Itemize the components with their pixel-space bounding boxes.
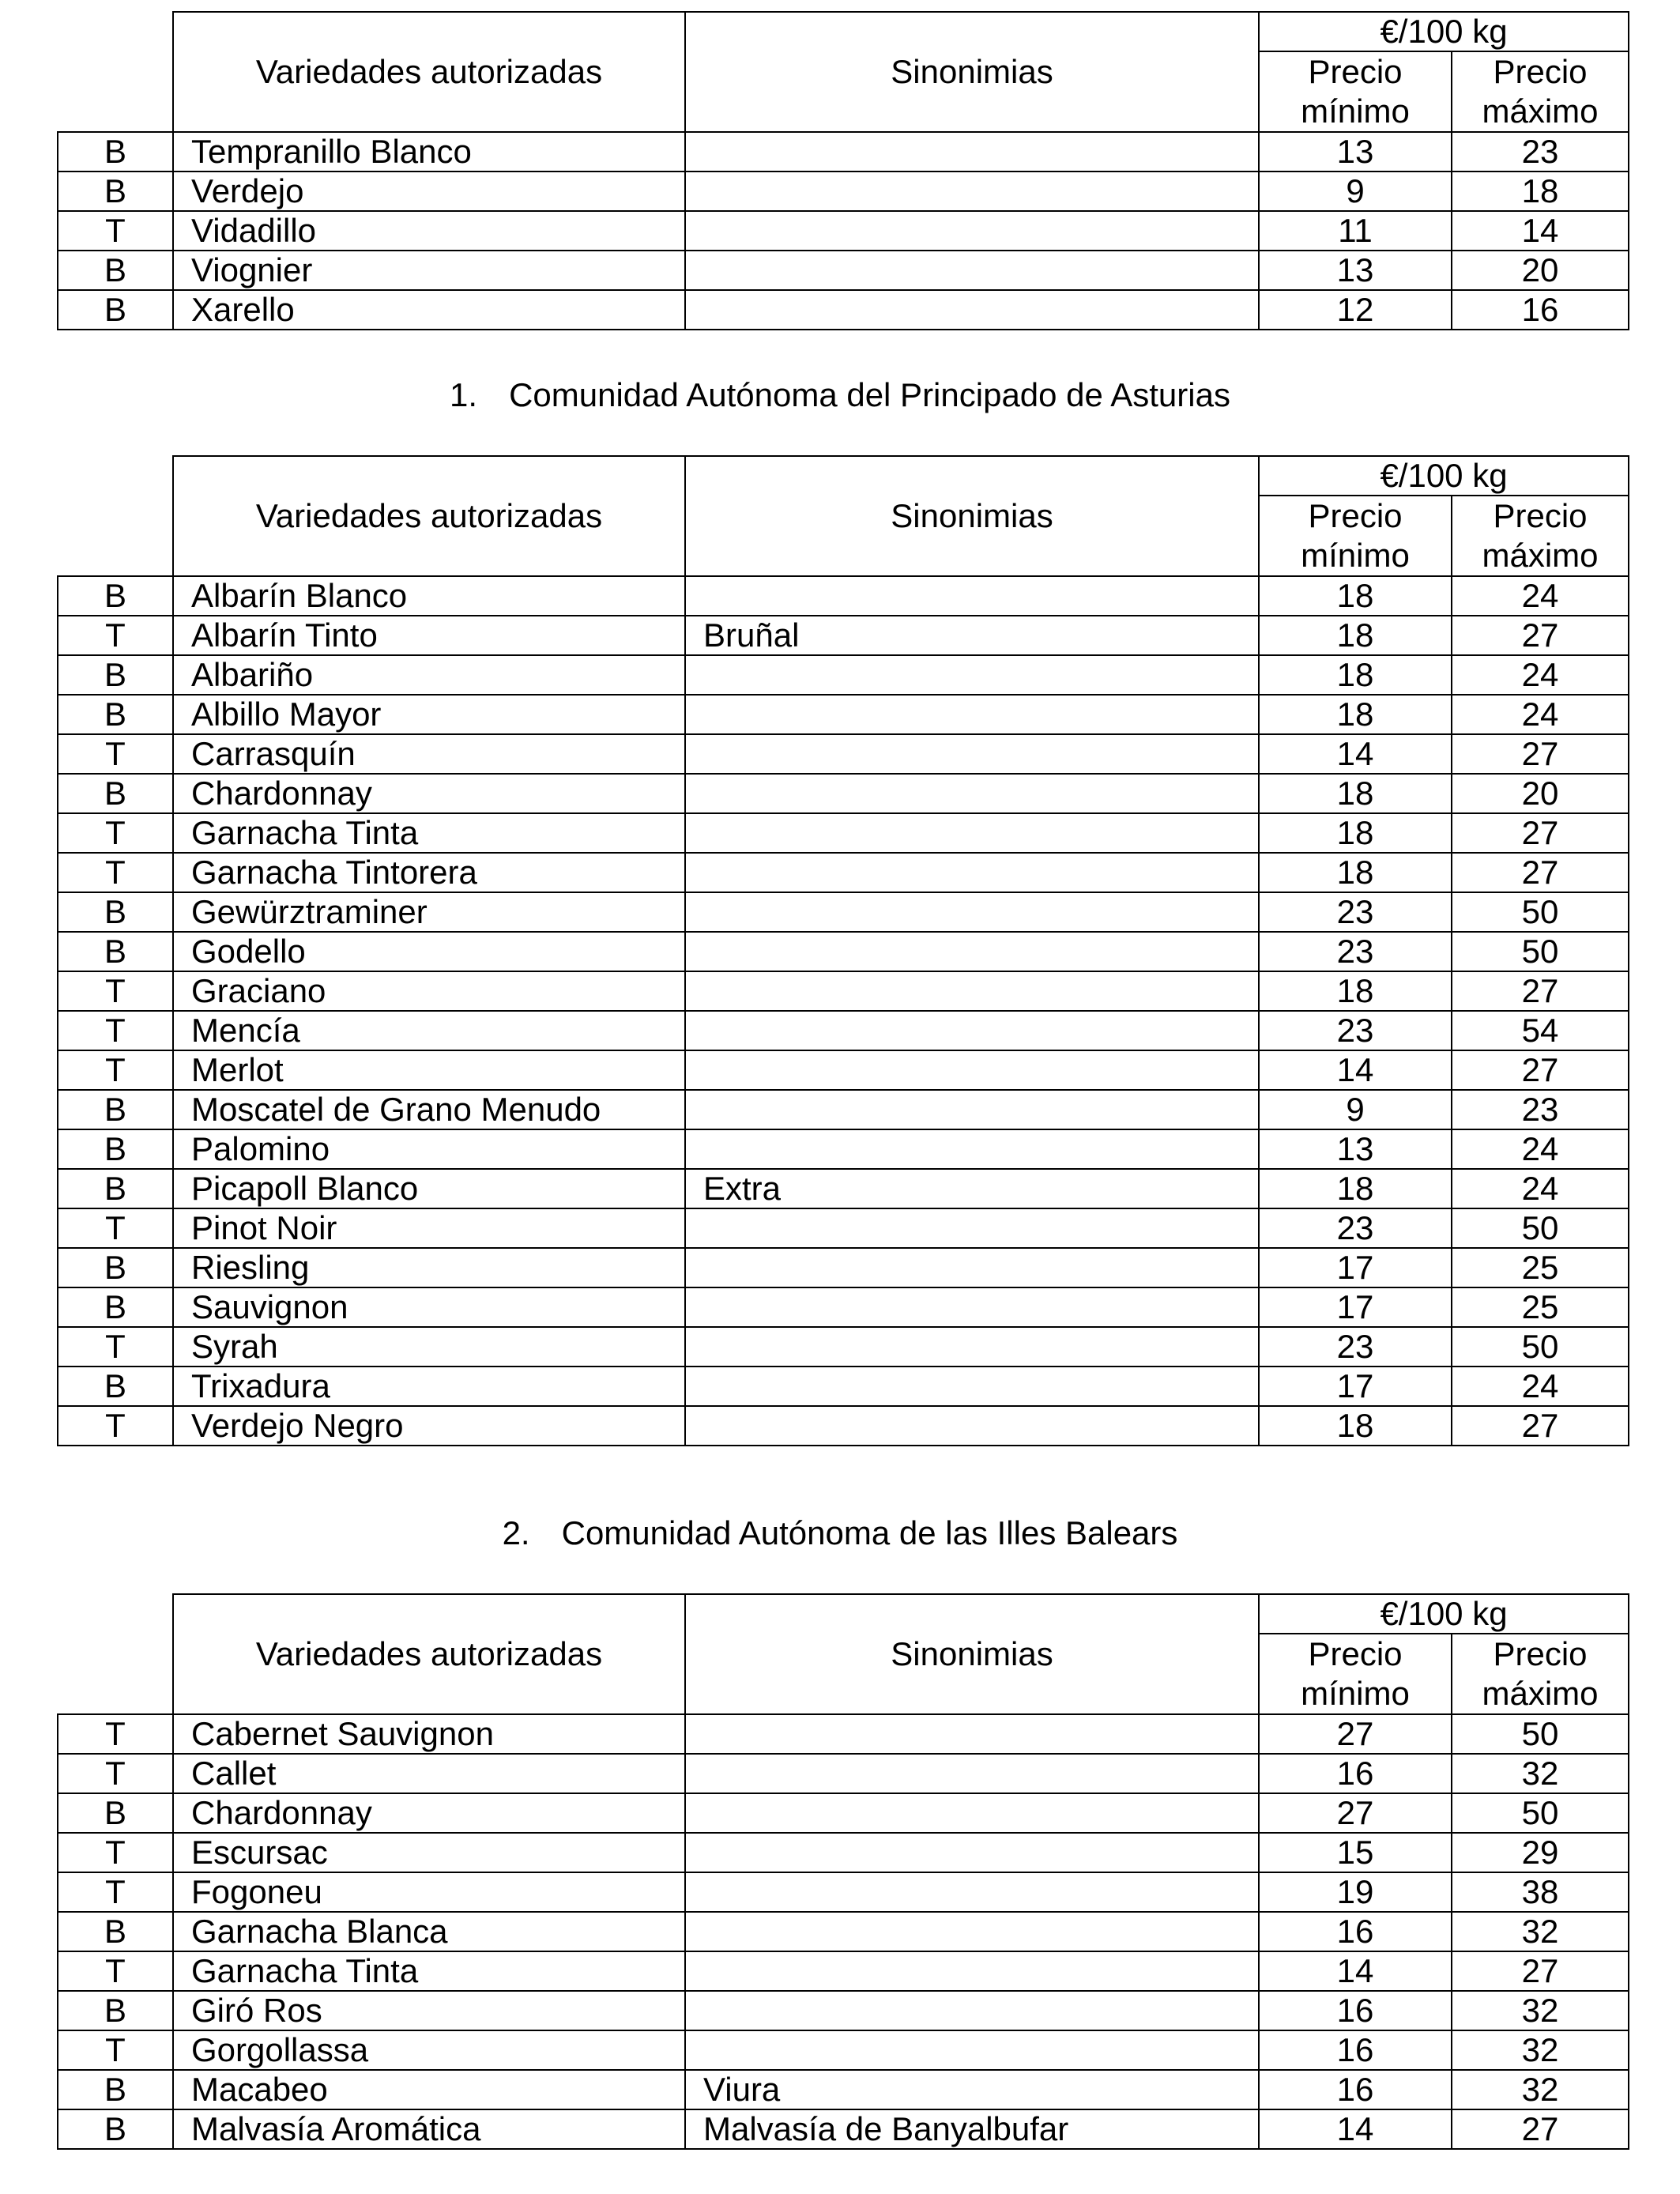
max-price-cell: 27 [1452,813,1629,853]
grape-color-cell: B [58,2070,173,2109]
variety-name-cell: Cabernet Sauvignon [173,1714,685,1754]
min-price-cell: 12 [1259,290,1452,330]
variety-name-cell: Escursac [173,1833,685,1872]
max-price-cell: 27 [1452,853,1629,892]
variety-name-cell: Viognier [173,251,685,290]
max-price-cell: 24 [1452,655,1629,695]
max-price-cell: 38 [1452,1872,1629,1912]
synonym-cell [685,290,1259,330]
synonym-cell [685,1129,1259,1169]
variety-name-cell: Palomino [173,1129,685,1169]
synonym-cell [685,172,1259,211]
grape-color-cell: B [58,695,173,734]
table-row [58,1129,1629,1169]
max-price-cell: 14 [1452,211,1629,251]
variety-name-cell: Albariño [173,655,685,695]
variety-name-cell: Xarello [173,290,685,330]
table-row [58,1287,1629,1327]
synonym-cell [685,1367,1259,1406]
synonym-cell [685,971,1259,1011]
table-row [58,1833,1629,1872]
max-price-cell: 27 [1452,2109,1629,2149]
table-row [58,932,1629,971]
synonym-cell: Extra [685,1169,1259,1208]
variety-name-cell: Sauvignon [173,1287,685,1327]
table-row [58,1912,1629,1951]
table-row [58,695,1629,734]
table-row [58,290,1629,330]
grape-color-cell: B [58,1912,173,1951]
synonym-cell [685,1951,1259,1991]
table-block-asturias [57,455,1628,1446]
table-row [58,1011,1629,1050]
grape-color-cell: B [58,892,173,932]
varieties-table [57,1593,1629,2150]
table-row [58,2109,1629,2149]
max-price-cell: 20 [1452,774,1629,813]
variety-name-cell: Riesling [173,1248,685,1287]
variety-name-cell: Godello [173,932,685,971]
max-price-cell: 27 [1452,971,1629,1011]
table-row [58,1050,1629,1090]
synonym-cell [685,892,1259,932]
header-blank-cell [58,12,173,132]
synonym-cell [685,1208,1259,1248]
variety-name-cell: Garnacha Blanca [173,1912,685,1951]
min-price-cell: 16 [1259,2070,1452,2109]
table-row [58,172,1629,211]
synonym-cell [685,774,1259,813]
max-price-cell: 23 [1452,1090,1629,1129]
table-row [58,211,1629,251]
header-max-price: Precio máximo [1452,1634,1629,1714]
table-row [58,2030,1629,2070]
header-blank-cell [58,1594,173,1714]
synonym-cell [685,251,1259,290]
synonym-cell [685,1754,1259,1793]
variety-name-cell: Chardonnay [173,1793,685,1833]
max-price-cell: 29 [1452,1833,1629,1872]
min-price-cell: 27 [1259,1793,1452,1833]
min-price-cell: 17 [1259,1287,1452,1327]
min-price-cell: 16 [1259,1754,1452,1793]
min-price-cell: 23 [1259,1208,1452,1248]
min-price-cell: 16 [1259,2030,1452,2070]
variety-name-cell: Albarín Tinto [173,616,685,655]
grape-color-cell: B [58,251,173,290]
section-number: 2. [502,1514,530,1551]
table-row [58,734,1629,774]
header-synonyms: Sinonimias [685,1594,1259,1714]
max-price-cell: 24 [1452,1169,1629,1208]
grape-color-cell: B [58,132,173,172]
max-price-cell: 32 [1452,2070,1629,2109]
synonym-cell [685,2030,1259,2070]
grape-color-cell: B [58,1090,173,1129]
header-min-price: Precio mínimo [1259,496,1452,576]
max-price-cell: 50 [1452,1208,1629,1248]
grape-color-cell: T [58,1208,173,1248]
variety-name-cell: Garnacha Tintorera [173,853,685,892]
table-row [58,1169,1629,1208]
synonym-cell [685,1872,1259,1912]
min-price-cell: 15 [1259,1833,1452,1872]
max-price-cell: 27 [1452,1050,1629,1090]
max-price-cell: 20 [1452,251,1629,290]
table-block-continuation [57,11,1628,330]
max-price-cell: 32 [1452,1912,1629,1951]
variety-name-cell: Moscatel de Grano Menudo [173,1090,685,1129]
variety-name-cell: Pinot Noir [173,1208,685,1248]
min-price-cell: 14 [1259,734,1452,774]
min-price-cell: 18 [1259,774,1452,813]
grape-color-cell: T [58,1011,173,1050]
synonym-cell [685,813,1259,853]
grape-color-cell: B [58,1287,173,1327]
synonym-cell: Viura [685,2070,1259,2109]
variety-name-cell: Callet [173,1754,685,1793]
table-row [58,1754,1629,1793]
variety-name-cell: Verdejo Negro [173,1406,685,1446]
header-synonyms: Sinonimias [685,456,1259,576]
table-row [58,774,1629,813]
min-price-cell: 14 [1259,1050,1452,1090]
variety-name-cell: Gorgollassa [173,2030,685,2070]
grape-color-cell: B [58,172,173,211]
grape-color-cell: B [58,290,173,330]
table-row [58,971,1629,1011]
table-row [58,1714,1629,1754]
variety-name-cell: Giró Ros [173,1991,685,2030]
synonym-cell: Malvasía de Banyalbufar [685,2109,1259,2149]
table-row [58,616,1629,655]
min-price-cell: 23 [1259,932,1452,971]
min-price-cell: 18 [1259,1169,1452,1208]
grape-color-cell: B [58,1129,173,1169]
max-price-cell: 50 [1452,892,1629,932]
table-row [58,251,1629,290]
variety-name-cell: Macabeo [173,2070,685,2109]
table-row [58,892,1629,932]
variety-name-cell: Gewürztraminer [173,892,685,932]
grape-color-cell: B [58,1248,173,1287]
grape-color-cell: B [58,576,173,616]
synonym-cell [685,1011,1259,1050]
header-unit: €/100 kg [1259,456,1629,496]
grape-color-cell: B [58,774,173,813]
grape-color-cell: T [58,1406,173,1446]
min-price-cell: 11 [1259,211,1452,251]
min-price-cell: 18 [1259,853,1452,892]
grape-color-cell: T [58,853,173,892]
min-price-cell: 23 [1259,1327,1452,1367]
grape-color-cell: T [58,1327,173,1367]
min-price-cell: 19 [1259,1872,1452,1912]
max-price-cell: 50 [1452,1327,1629,1367]
min-price-cell: 14 [1259,1951,1452,1991]
max-price-cell: 24 [1452,1367,1629,1406]
max-price-cell: 27 [1452,1951,1629,1991]
grape-color-cell: B [58,1991,173,2030]
min-price-cell: 14 [1259,2109,1452,2149]
min-price-cell: 23 [1259,892,1452,932]
grape-color-cell: T [58,1951,173,1991]
min-price-cell: 16 [1259,1991,1452,2030]
grape-color-cell: T [58,1714,173,1754]
min-price-cell: 18 [1259,971,1452,1011]
synonym-cell [685,655,1259,695]
variety-name-cell: Picapoll Blanco [173,1169,685,1208]
header-min-price: Precio mínimo [1259,51,1452,132]
table-row [58,1951,1629,1991]
max-price-cell: 50 [1452,932,1629,971]
variety-name-cell: Tempranillo Blanco [173,132,685,172]
variety-name-cell: Vidadillo [173,211,685,251]
max-price-cell: 18 [1452,172,1629,211]
table-row [58,1367,1629,1406]
table-block-illes-balears [57,1593,1628,2150]
section-number: 1. [450,376,478,413]
min-price-cell: 13 [1259,251,1452,290]
section-title: Comunidad Autónoma del Principado de Asturias [509,376,1230,413]
header-max-price: Precio máximo [1452,496,1629,576]
variety-name-cell: Syrah [173,1327,685,1367]
synonym-cell [685,1327,1259,1367]
synonym-cell [685,1912,1259,1951]
max-price-cell: 50 [1452,1714,1629,1754]
synonym-cell [685,1090,1259,1129]
variety-name-cell: Albarín Blanco [173,576,685,616]
max-price-cell: 54 [1452,1011,1629,1050]
min-price-cell: 18 [1259,576,1452,616]
synonym-cell [685,695,1259,734]
min-price-cell: 18 [1259,1406,1452,1446]
min-price-cell: 18 [1259,813,1452,853]
min-price-cell: 9 [1259,1090,1452,1129]
min-price-cell: 16 [1259,1912,1452,1951]
max-price-cell: 24 [1452,695,1629,734]
min-price-cell: 9 [1259,172,1452,211]
header-blank-cell [58,456,173,576]
max-price-cell: 32 [1452,2030,1629,2070]
header-variety: Variedades autorizadas [173,12,685,132]
min-price-cell: 18 [1259,616,1452,655]
varieties-table [57,455,1629,1446]
grape-color-cell: T [58,211,173,251]
min-price-cell: 17 [1259,1248,1452,1287]
max-price-cell: 24 [1452,1129,1629,1169]
grape-color-cell: T [58,813,173,853]
table-row [58,2070,1629,2109]
variety-name-cell: Garnacha Tinta [173,813,685,853]
table-row [58,1327,1629,1367]
grape-color-cell: T [58,2030,173,2070]
header-unit: €/100 kg [1259,12,1629,51]
grape-color-cell: T [58,971,173,1011]
section-heading-illes-balears [0,1514,1680,1552]
variety-name-cell: Verdejo [173,172,685,211]
variety-name-cell: Fogoneu [173,1872,685,1912]
table-row [58,1406,1629,1446]
header-variety: Variedades autorizadas [173,1594,685,1714]
varieties-table [57,11,1629,330]
grape-color-cell: B [58,932,173,971]
table-row [58,655,1629,695]
table-row [58,1248,1629,1287]
table-row [58,1872,1629,1912]
variety-name-cell: Merlot [173,1050,685,1090]
max-price-cell: 27 [1452,1406,1629,1446]
synonym-cell [685,1991,1259,2030]
table-row [58,576,1629,616]
synonym-cell [685,1050,1259,1090]
variety-name-cell: Carrasquín [173,734,685,774]
max-price-cell: 24 [1452,576,1629,616]
min-price-cell: 13 [1259,1129,1452,1169]
max-price-cell: 32 [1452,1754,1629,1793]
max-price-cell: 16 [1452,290,1629,330]
grape-color-cell: B [58,1367,173,1406]
variety-name-cell: Chardonnay [173,774,685,813]
header-variety: Variedades autorizadas [173,456,685,576]
table-row [58,1208,1629,1248]
synonym-cell [685,1833,1259,1872]
variety-name-cell: Garnacha Tinta [173,1951,685,1991]
section-heading-asturias [0,376,1680,414]
synonym-cell [685,853,1259,892]
table-row [58,1793,1629,1833]
grape-color-cell: B [58,1169,173,1208]
grape-color-cell: B [58,1793,173,1833]
table-row [58,1090,1629,1129]
max-price-cell: 50 [1452,1793,1629,1833]
section-title: Comunidad Autónoma de las Illes Balears [561,1514,1178,1551]
header-unit: €/100 kg [1259,1594,1629,1634]
grape-color-cell: T [58,616,173,655]
grape-color-cell: T [58,1833,173,1872]
min-price-cell: 23 [1259,1011,1452,1050]
synonym-cell: Bruñal [685,616,1259,655]
synonym-cell [685,932,1259,971]
table-row [58,132,1629,172]
header-synonyms: Sinonimias [685,12,1259,132]
variety-name-cell: Trixadura [173,1367,685,1406]
max-price-cell: 27 [1452,616,1629,655]
header-max-price: Precio máximo [1452,51,1629,132]
synonym-cell [685,1248,1259,1287]
header-min-price: Precio mínimo [1259,1634,1452,1714]
max-price-cell: 27 [1452,734,1629,774]
min-price-cell: 17 [1259,1367,1452,1406]
variety-name-cell: Malvasía Aromática [173,2109,685,2149]
max-price-cell: 25 [1452,1248,1629,1287]
table-row [58,1991,1629,2030]
synonym-cell [685,1793,1259,1833]
variety-name-cell: Mencía [173,1011,685,1050]
min-price-cell: 18 [1259,655,1452,695]
grape-color-cell: B [58,655,173,695]
synonym-cell [685,1406,1259,1446]
grape-color-cell: T [58,734,173,774]
grape-color-cell: B [58,2109,173,2149]
grape-color-cell: T [58,1872,173,1912]
table-row [58,813,1629,853]
min-price-cell: 13 [1259,132,1452,172]
variety-name-cell: Albillo Mayor [173,695,685,734]
synonym-cell [685,1714,1259,1754]
max-price-cell: 32 [1452,1991,1629,2030]
variety-name-cell: Graciano [173,971,685,1011]
grape-color-cell: T [58,1754,173,1793]
min-price-cell: 27 [1259,1714,1452,1754]
synonym-cell [685,132,1259,172]
synonym-cell [685,1287,1259,1327]
min-price-cell: 18 [1259,695,1452,734]
synonym-cell [685,734,1259,774]
synonym-cell [685,576,1259,616]
max-price-cell: 23 [1452,132,1629,172]
synonym-cell [685,211,1259,251]
max-price-cell: 25 [1452,1287,1629,1327]
grape-color-cell: T [58,1050,173,1090]
table-row [58,853,1629,892]
